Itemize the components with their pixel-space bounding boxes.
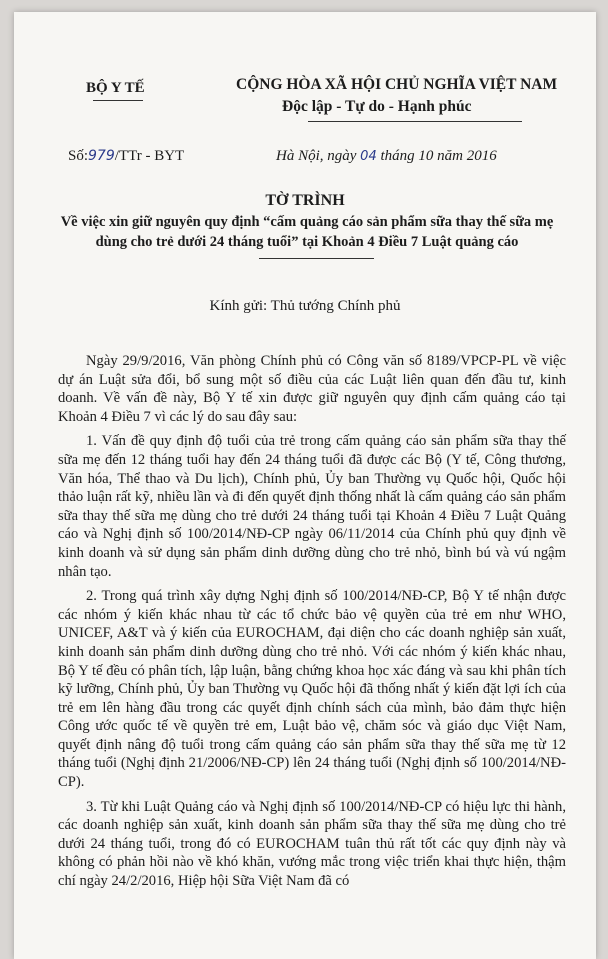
document-subject: Về việc xin giữ nguyên quy định “cấm quảng cáo sản phẩm sữa thay thế sữa mẹ dùng cho trẻ dưới 24 tháng tuổi” tại Khoản 4 Điều 7 Luật quảng cáo <box>60 214 554 250</box>
motto-underline <box>308 121 522 122</box>
document-number-prefix: Số: <box>68 148 89 164</box>
agency-underline <box>93 100 143 101</box>
document-title: TỜ TRÌNH <box>265 192 345 209</box>
subject-underline <box>259 258 374 259</box>
document-date <box>276 148 497 165</box>
national-motto: Độc lập - Tự do - Hạnh phúc <box>282 98 472 115</box>
document-page <box>14 12 596 959</box>
document-number-handwritten: 979 <box>88 148 115 164</box>
date-day-handwritten: 04 <box>360 149 377 164</box>
country-name: CỘNG HÒA XÃ HỘI CHỦ NGHĨA VIỆT NAM <box>236 76 558 93</box>
paragraph-2: 2. Trong quá trình xây dựng Nghị định số 100/2014/NĐ-CP, Bộ Y tế nhận được các nhóm ý kiến khác nhau từ các tổ chức bảo vệ quyền của trẻ em như WHO, UNICEF, A&T và ý kiến của EUROCHAM, đại diện cho các doanh nghiệp sản xuất, kinh doanh sản phẩm dinh dưỡng dùng cho trẻ nhỏ. Với các nhóm ý kiến khác nhau, Bộ Y tế đều có phân tích, lập luận, bằng chứng khoa học xác đáng và sau khi phân tích kỹ lưỡng, Chính phủ, Ủy ban Thường vụ Quốc hội đã thống nhất ý kiến đặt lợi ích của trẻ em lên hàng đầu trong các quyết định chính sách của mình, bảo đảm thực hiện Công ước quốc tế về quyền trẻ em, Luật bảo vệ, chăm sóc và giáo dục Việt Nam, quyết định nâng độ tuổi trong cấm quảng cáo sản phẩm sữa thay thế sữa mẹ từ 12 tháng tuổi (Nghị định 21/2006/NĐ-CP) lên 24 tháng tuổi (Nghị định số 100/2014/NĐ-CP). <box>58 588 566 791</box>
greeting: Kính gửi: Thủ tướng Chính phủ <box>209 298 401 314</box>
date-suffix: tháng 10 năm 2016 <box>380 148 497 164</box>
agency-name: BỘ Y TẾ <box>86 80 145 96</box>
paragraph-1: 1. Vấn đề quy định độ tuổi của trẻ trong cấm quảng cáo sản phẩm sữa thay thế sữa mẹ đến 12 tháng tuổi hay đến 24 tháng tuổi đã được các Bộ (Y tế, Công thương, Văn hóa, Thể thao và Du lịch), Chính phủ, Ủy ban Thường vụ Quốc hội, Quốc hội thảo luận rất kỹ, nhiều lần và đi đến quyết định thống nhất là cấm quảng cáo sản phẩm sữa thay thế sữa mẹ dùng cho trẻ dưới 24 tháng tuổi tại Khoản 4 Điều 7 Luật Quảng cáo và Nghị định số 100/2014/NĐ-CP ngày 06/11/2014 của Chính phủ quy định về kinh doanh và sử dụng sản phẩm dinh dưỡng dùng cho trẻ nhỏ, bình bú và vú ngậm nhân tạo. <box>58 433 566 580</box>
date-prefix: Hà Nội, ngày <box>276 148 357 164</box>
document-number <box>68 148 184 165</box>
paragraph-intro: Ngày 29/9/2016, Văn phòng Chính phủ có Công văn số 8189/VPCP-PL về việc dự án Luật sửa đổi, bổ sung một số điều của các Luật liên quan đến đầu tư, kinh doanh. Về vấn đề này, Bộ Y tế xin được giữ nguyên quy định cấm quảng cáo tại Khoản 4 Điều 7 vì các lý do sau đây sau: <box>58 353 566 425</box>
document-body <box>58 352 566 897</box>
document-number-suffix: /TTr - BYT <box>114 148 185 164</box>
paragraph-3: 3. Từ khi Luật Quảng cáo và Nghị định số 100/2014/NĐ-CP có hiệu lực thi hành, các doanh nghiệp sản xuất, kinh doanh sản phẩm sữa thay thế sữa mẹ dùng cho trẻ dưới 24 tháng tuổi, trong đó có EUROCHAM tuân thủ rất tốt các quy định này và không có phản hồi nào về khó khăn, vướng mắc trong việc triển khai thực hiện, thậm chí ngày 24/2/2016, Hiệp hội Sữa Việt Nam đã có <box>58 798 566 890</box>
